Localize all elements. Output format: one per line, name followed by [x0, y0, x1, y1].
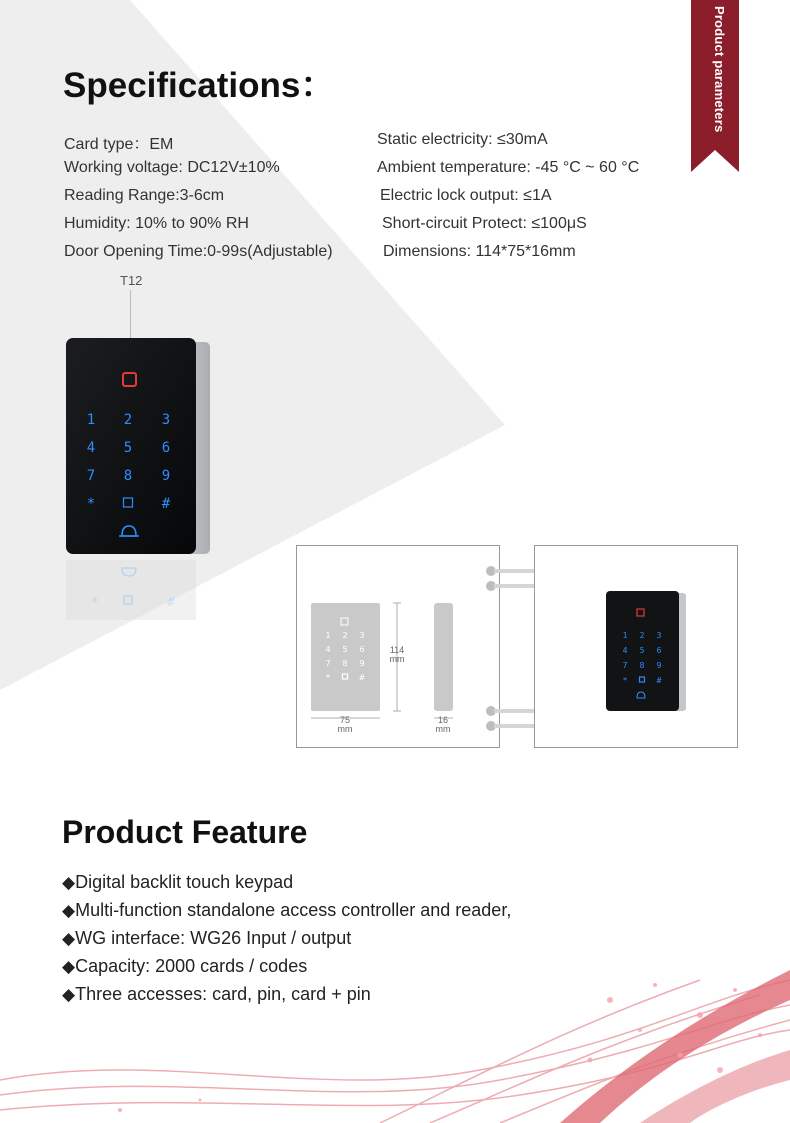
- keypad-key: *: [86, 496, 96, 512]
- width-dimension-label: [333, 716, 357, 734]
- dimension-key: *: [326, 673, 330, 682]
- diamond-bullet-icon: ◆: [62, 873, 76, 892]
- svg-text:*: *: [92, 595, 98, 609]
- preview-key: *: [622, 676, 628, 685]
- preview-key: 8: [639, 661, 645, 670]
- keypad-key: 1: [86, 412, 96, 428]
- preview-key: 1: [622, 631, 628, 640]
- spec-short-circuit-protect: Short-circuit Protect: ≤100μS: [382, 215, 587, 232]
- depth-dimension-label: [431, 716, 455, 734]
- keypad-key: 4: [86, 440, 96, 456]
- feature-text: Multi-function standalone access controller and reader,: [75, 900, 512, 920]
- keypad-key: 5: [123, 440, 133, 456]
- keypad-key: 6: [161, 440, 171, 456]
- height-dimension-label: [385, 646, 409, 664]
- ribbon-label: Product parameters: [712, 6, 727, 133]
- width-unit: mm: [337, 724, 353, 734]
- keypad-key: #: [161, 496, 171, 512]
- device-reflection: [66, 560, 212, 620]
- keypad-key: 3: [161, 412, 171, 428]
- feature-item: [62, 900, 511, 921]
- decorative-wave-graphic: [0, 960, 790, 1123]
- spec-reading-range: Reading Range:3-6cm: [64, 187, 225, 204]
- preview-key: 9: [656, 661, 662, 670]
- dimension-key: 6: [359, 645, 365, 654]
- feature-text: Capacity: 2000 cards / codes: [75, 956, 308, 976]
- dimension-key: 9: [359, 659, 365, 668]
- spec-electric-lock-output: Electric lock output: ≤1A: [380, 187, 552, 204]
- spec-card-type: Card type：EM: [64, 136, 174, 153]
- model-label: T12: [120, 273, 143, 288]
- svg-text:#: #: [166, 595, 177, 609]
- feature-item: [62, 872, 293, 893]
- spec-static-electricity: Static electricity: ≤30mA: [377, 131, 548, 148]
- preview-key: 3: [656, 631, 662, 640]
- height-value: 114: [389, 645, 405, 655]
- spec-dimensions: Dimensions: 114*75*16mm: [383, 243, 576, 260]
- specifications-title: Specifications：: [63, 66, 336, 105]
- spec-door-opening-time: Door Opening Time:0-99s(Adjustable): [64, 243, 333, 260]
- spec-working-voltage: Working voltage: DC12V±10%: [64, 159, 280, 176]
- preview-key: #: [656, 676, 662, 685]
- keypad-key: 7: [86, 468, 96, 484]
- feature-title: Product Feature: [62, 814, 308, 850]
- preview-key: 4: [622, 646, 628, 655]
- device-preview-panel: [534, 545, 738, 748]
- feature-text: WG interface: WG26 Input / output: [75, 928, 352, 948]
- diamond-bullet-icon: ◆: [62, 929, 76, 948]
- dimension-key: 7: [325, 659, 331, 668]
- diamond-bullet-icon: ◆: [62, 985, 76, 1004]
- width-value: 75: [339, 715, 350, 725]
- keypad-key: 2: [123, 412, 133, 428]
- depth-value: 16: [437, 715, 448, 725]
- dimension-key: 1: [325, 631, 331, 640]
- feature-text: Digital backlit touch keypad: [75, 872, 294, 892]
- preview-key: 6: [656, 646, 662, 655]
- device-preview-image: [535, 546, 737, 747]
- dimension-key: #: [358, 673, 366, 682]
- depth-unit: mm: [435, 724, 451, 734]
- diamond-bullet-icon: ◆: [62, 901, 76, 920]
- preview-key: 2: [639, 631, 645, 640]
- height-unit: mm: [389, 654, 405, 664]
- dimension-drawing-panel: [296, 545, 500, 748]
- keypad-key: 8: [123, 468, 133, 484]
- dimension-key: 5: [342, 645, 348, 654]
- keypad-device-image: [66, 338, 212, 556]
- keypad-key: 9: [161, 468, 171, 484]
- dimension-key: 4: [325, 645, 331, 654]
- dimension-key: 3: [359, 631, 365, 640]
- model-leader-line: [130, 290, 131, 342]
- dimension-key: 2: [342, 631, 348, 640]
- preview-key: 7: [622, 661, 628, 670]
- feature-text: Three accesses: card, pin, card + pin: [75, 984, 371, 1004]
- spec-ambient-temperature: Ambient temperature: -45 °C ~ 60 °C: [377, 159, 640, 176]
- feature-item: [62, 928, 351, 949]
- diamond-bullet-icon: ◆: [62, 957, 76, 976]
- dimension-key: 8: [342, 659, 348, 668]
- preview-key: 5: [639, 646, 645, 655]
- spec-humidity: Humidity: 10% to 90% RH: [64, 215, 249, 232]
